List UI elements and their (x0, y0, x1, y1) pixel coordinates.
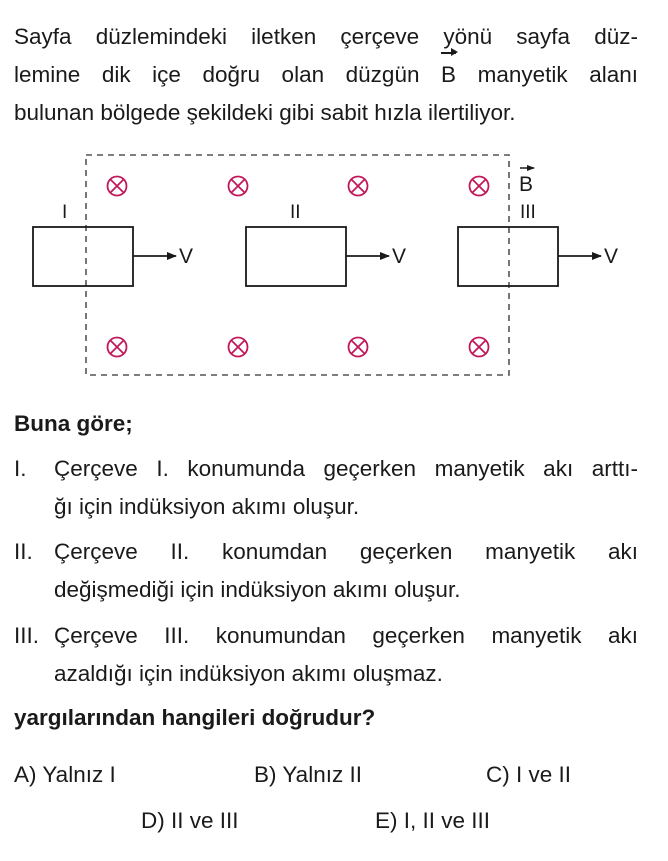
velocity-label-1: V (179, 245, 194, 268)
statement-number-1: I. (14, 456, 27, 481)
option-e[interactable]: E) I, II ve III (375, 808, 491, 833)
option-d[interactable]: D) II ve III (141, 808, 239, 833)
into-page-cross-icon (349, 177, 368, 196)
statement-3-line-1: Çerçeve III. konumundan geçerken manyetik akı (54, 623, 638, 648)
into-page-cross-icon (349, 338, 368, 357)
into-page-cross-icon (108, 177, 127, 196)
statement-text-3 (54, 617, 638, 693)
intro-line-2-pre: lemine dik içe doğru olan düzgün (14, 62, 420, 87)
into-page-cross-icon (470, 177, 489, 196)
velocity-label-3: V (604, 245, 619, 268)
statement-1 (14, 450, 638, 526)
into-page-cross-icon (229, 177, 248, 196)
frame-label-1: I (62, 202, 68, 223)
option-b[interactable]: B) Yalnız II (254, 762, 362, 787)
option-a[interactable]: A) Yalnız I (14, 762, 116, 787)
frame-2 (246, 227, 346, 286)
question-intro (14, 18, 638, 132)
b-vector-symbol: B (441, 56, 456, 94)
frame-1 (33, 227, 133, 286)
into-page-cross-icon (229, 338, 248, 357)
field-region-boundary (86, 155, 509, 375)
statement-number-3: III. (14, 623, 40, 648)
statement-text-2 (54, 533, 638, 609)
magnetic-field-figure (0, 150, 668, 390)
intro-line-2-post: manyetik alanı (477, 62, 638, 87)
question-title: Buna göre; (14, 411, 133, 436)
statement-3-line-2: azaldığı için indüksiyon akımı oluşmaz. (54, 661, 443, 686)
statement-1-line-2: ğı için indüksiyon akımı oluşur. (54, 494, 360, 519)
intro-line-2 (14, 56, 638, 94)
statement-text-1 (54, 450, 638, 526)
intro-line-3: bulunan bölgede şekildeki gibi sabit hızla ilertiliyor. (14, 100, 516, 125)
question-prompt: yargılarından hangileri doğrudur? (14, 705, 376, 730)
statement-1-line-1: Çerçeve I. konumunda geçerken manyetik akı arttı- (54, 456, 638, 481)
statement-2 (14, 533, 638, 609)
statement-2-line-2: değişmediği için indüksiyon akımı oluşur. (54, 577, 461, 602)
intro-line-1: Sayfa düzlemindeki iletken çerçeve yönü sayfa düz- (14, 24, 638, 49)
into-page-cross-icon (470, 338, 489, 357)
statement-3 (14, 617, 638, 693)
frame-label-2: II (290, 202, 301, 223)
velocity-label-2: V (392, 245, 407, 268)
into-page-cross-icon (108, 338, 127, 357)
option-c[interactable]: C) I ve II (486, 762, 572, 787)
statement-number-2: II. (14, 539, 33, 564)
statement-2-line-1: Çerçeve II. konumdan geçerken manyetik akı (54, 539, 638, 564)
field-label: B (519, 173, 534, 196)
frame-3 (458, 227, 558, 286)
frame-label-3: III (520, 202, 536, 223)
